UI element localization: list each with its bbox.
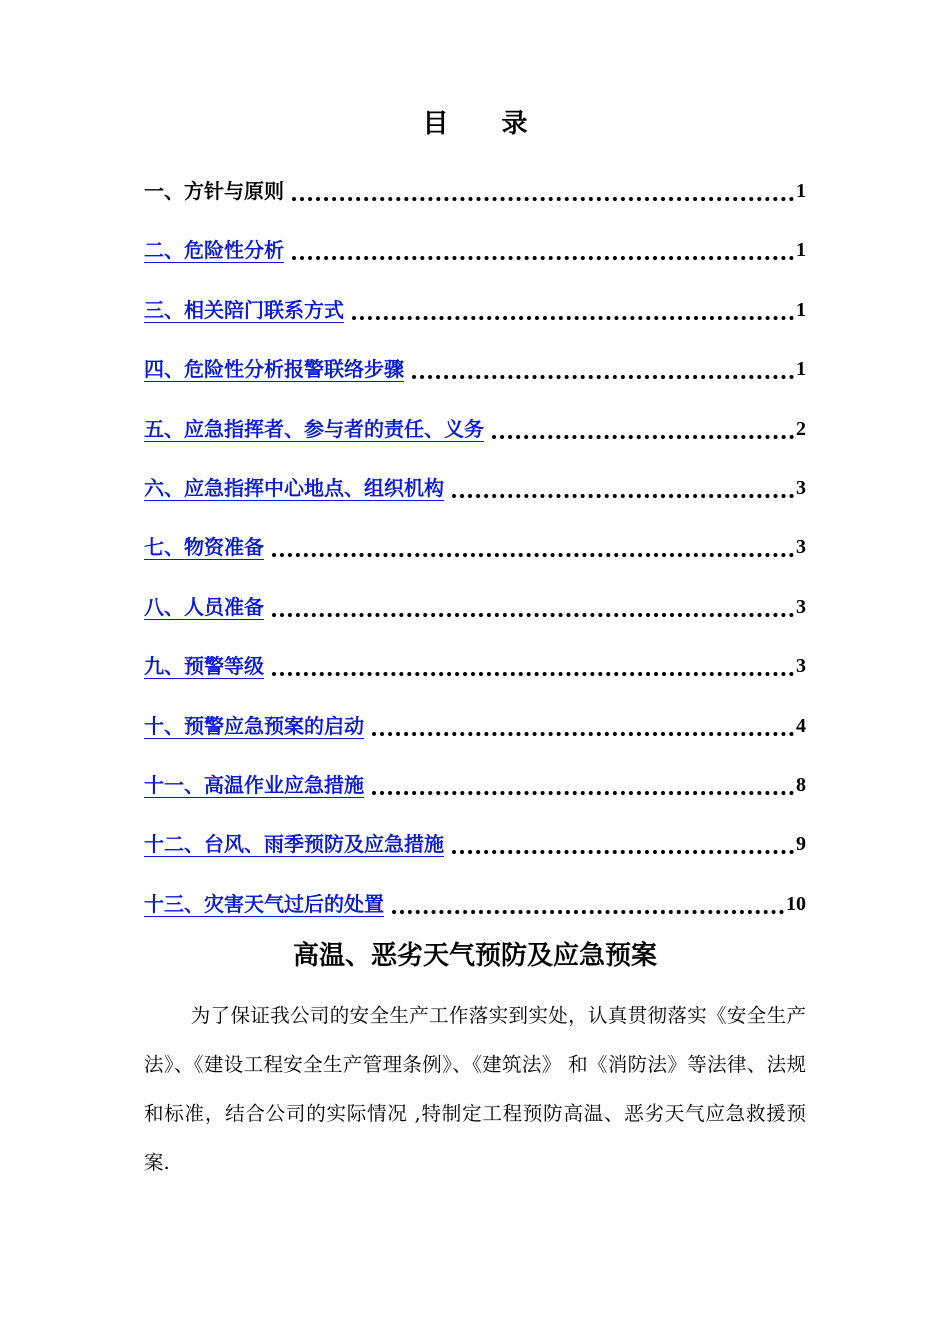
- toc-page-number: 3: [796, 595, 806, 618]
- toc-entry[interactable]: [144, 706, 806, 765]
- toc-page-number: 1: [796, 180, 806, 202]
- document-title: 高温、恶劣天气预防及应急预案: [292, 941, 657, 971]
- toc-page-number: 10: [786, 892, 806, 915]
- toc-entry[interactable]: [144, 765, 806, 824]
- toc-page-number: 1: [796, 358, 806, 381]
- toc-entry-link[interactable]: 十三、灾害天气过后的处置: [144, 891, 384, 916]
- toc-entry-link[interactable]: 五、应急指挥者、参与者的责任、义务: [144, 416, 484, 441]
- toc-entry[interactable]: [144, 824, 806, 883]
- toc-entry-link[interactable]: 十、预警应急预案的启动: [144, 713, 364, 738]
- toc-dot-leader: [372, 708, 794, 736]
- toc-entry-link[interactable]: 十二、台风、雨季预防及应急措施: [144, 832, 444, 857]
- toc-entry[interactable]: [144, 587, 806, 646]
- toc-page-number: 4: [796, 714, 806, 737]
- intro-paragraph: 为了保证我公司的安全生产工作落实到实处，认真贯彻落实《安全生产法》、《建设工程安全生产管理条例》、《建筑法》 和《消防法》等法律、法规和标准，结合公司的实际情况 ,特制定工程预防高温、恶劣天气应急救援预案.: [144, 1004, 806, 1174]
- toc-dot-leader: [452, 826, 794, 854]
- toc-dot-leader: [272, 589, 794, 617]
- toc-entry[interactable]: [144, 409, 806, 468]
- toc-entry-link[interactable]: 十一、高温作业应急措施: [144, 772, 364, 797]
- toc-entry-label: 一、方针与原则: [144, 179, 284, 203]
- toc-dot-leader: [372, 767, 794, 795]
- toc-entry[interactable]: [144, 230, 806, 289]
- toc-page-number: 8: [796, 773, 806, 796]
- toc-dot-leader: [452, 470, 794, 498]
- toc-dot-leader: [412, 351, 794, 379]
- toc-entry-link[interactable]: 二、危险性分析: [144, 238, 284, 263]
- toc-entry-link[interactable]: 九、预警等级: [144, 654, 264, 679]
- toc-page-number: 2: [796, 417, 806, 440]
- toc-page-number: 1: [796, 298, 806, 321]
- toc-dot-leader: [292, 173, 794, 201]
- toc-entry[interactable]: [144, 290, 806, 349]
- toc-dot-leader: [292, 232, 794, 260]
- toc-page-number: 3: [796, 476, 806, 499]
- toc-page-number: 3: [796, 536, 806, 559]
- toc-dot-leader: [392, 886, 784, 914]
- toc-entry[interactable]: [144, 884, 806, 943]
- table-of-contents: [144, 171, 806, 943]
- toc-page-number: 9: [796, 833, 806, 856]
- toc-title: 目 录: [422, 109, 550, 139]
- toc-entry-link[interactable]: 六、应急指挥中心地点、组织机构: [144, 475, 444, 500]
- toc-entry-link[interactable]: 七、物资准备: [144, 535, 264, 560]
- toc-dot-leader: [492, 411, 794, 439]
- toc-entry-link[interactable]: 八、人员准备: [144, 594, 264, 619]
- toc-dot-leader: [272, 648, 794, 676]
- toc-page-number: 3: [796, 655, 806, 678]
- toc-dot-leader: [352, 292, 794, 320]
- toc-entry: [144, 171, 806, 230]
- toc-entry-link[interactable]: 四、危险性分析报警联络步骤: [144, 357, 404, 382]
- toc-entry[interactable]: [144, 527, 806, 586]
- toc-entry[interactable]: [144, 349, 806, 408]
- toc-dot-leader: [272, 529, 794, 557]
- toc-entry[interactable]: [144, 646, 806, 705]
- toc-page-number: 1: [796, 239, 806, 262]
- toc-entry-link[interactable]: 三、相关陪门联系方式: [144, 297, 344, 322]
- toc-entry[interactable]: [144, 468, 806, 527]
